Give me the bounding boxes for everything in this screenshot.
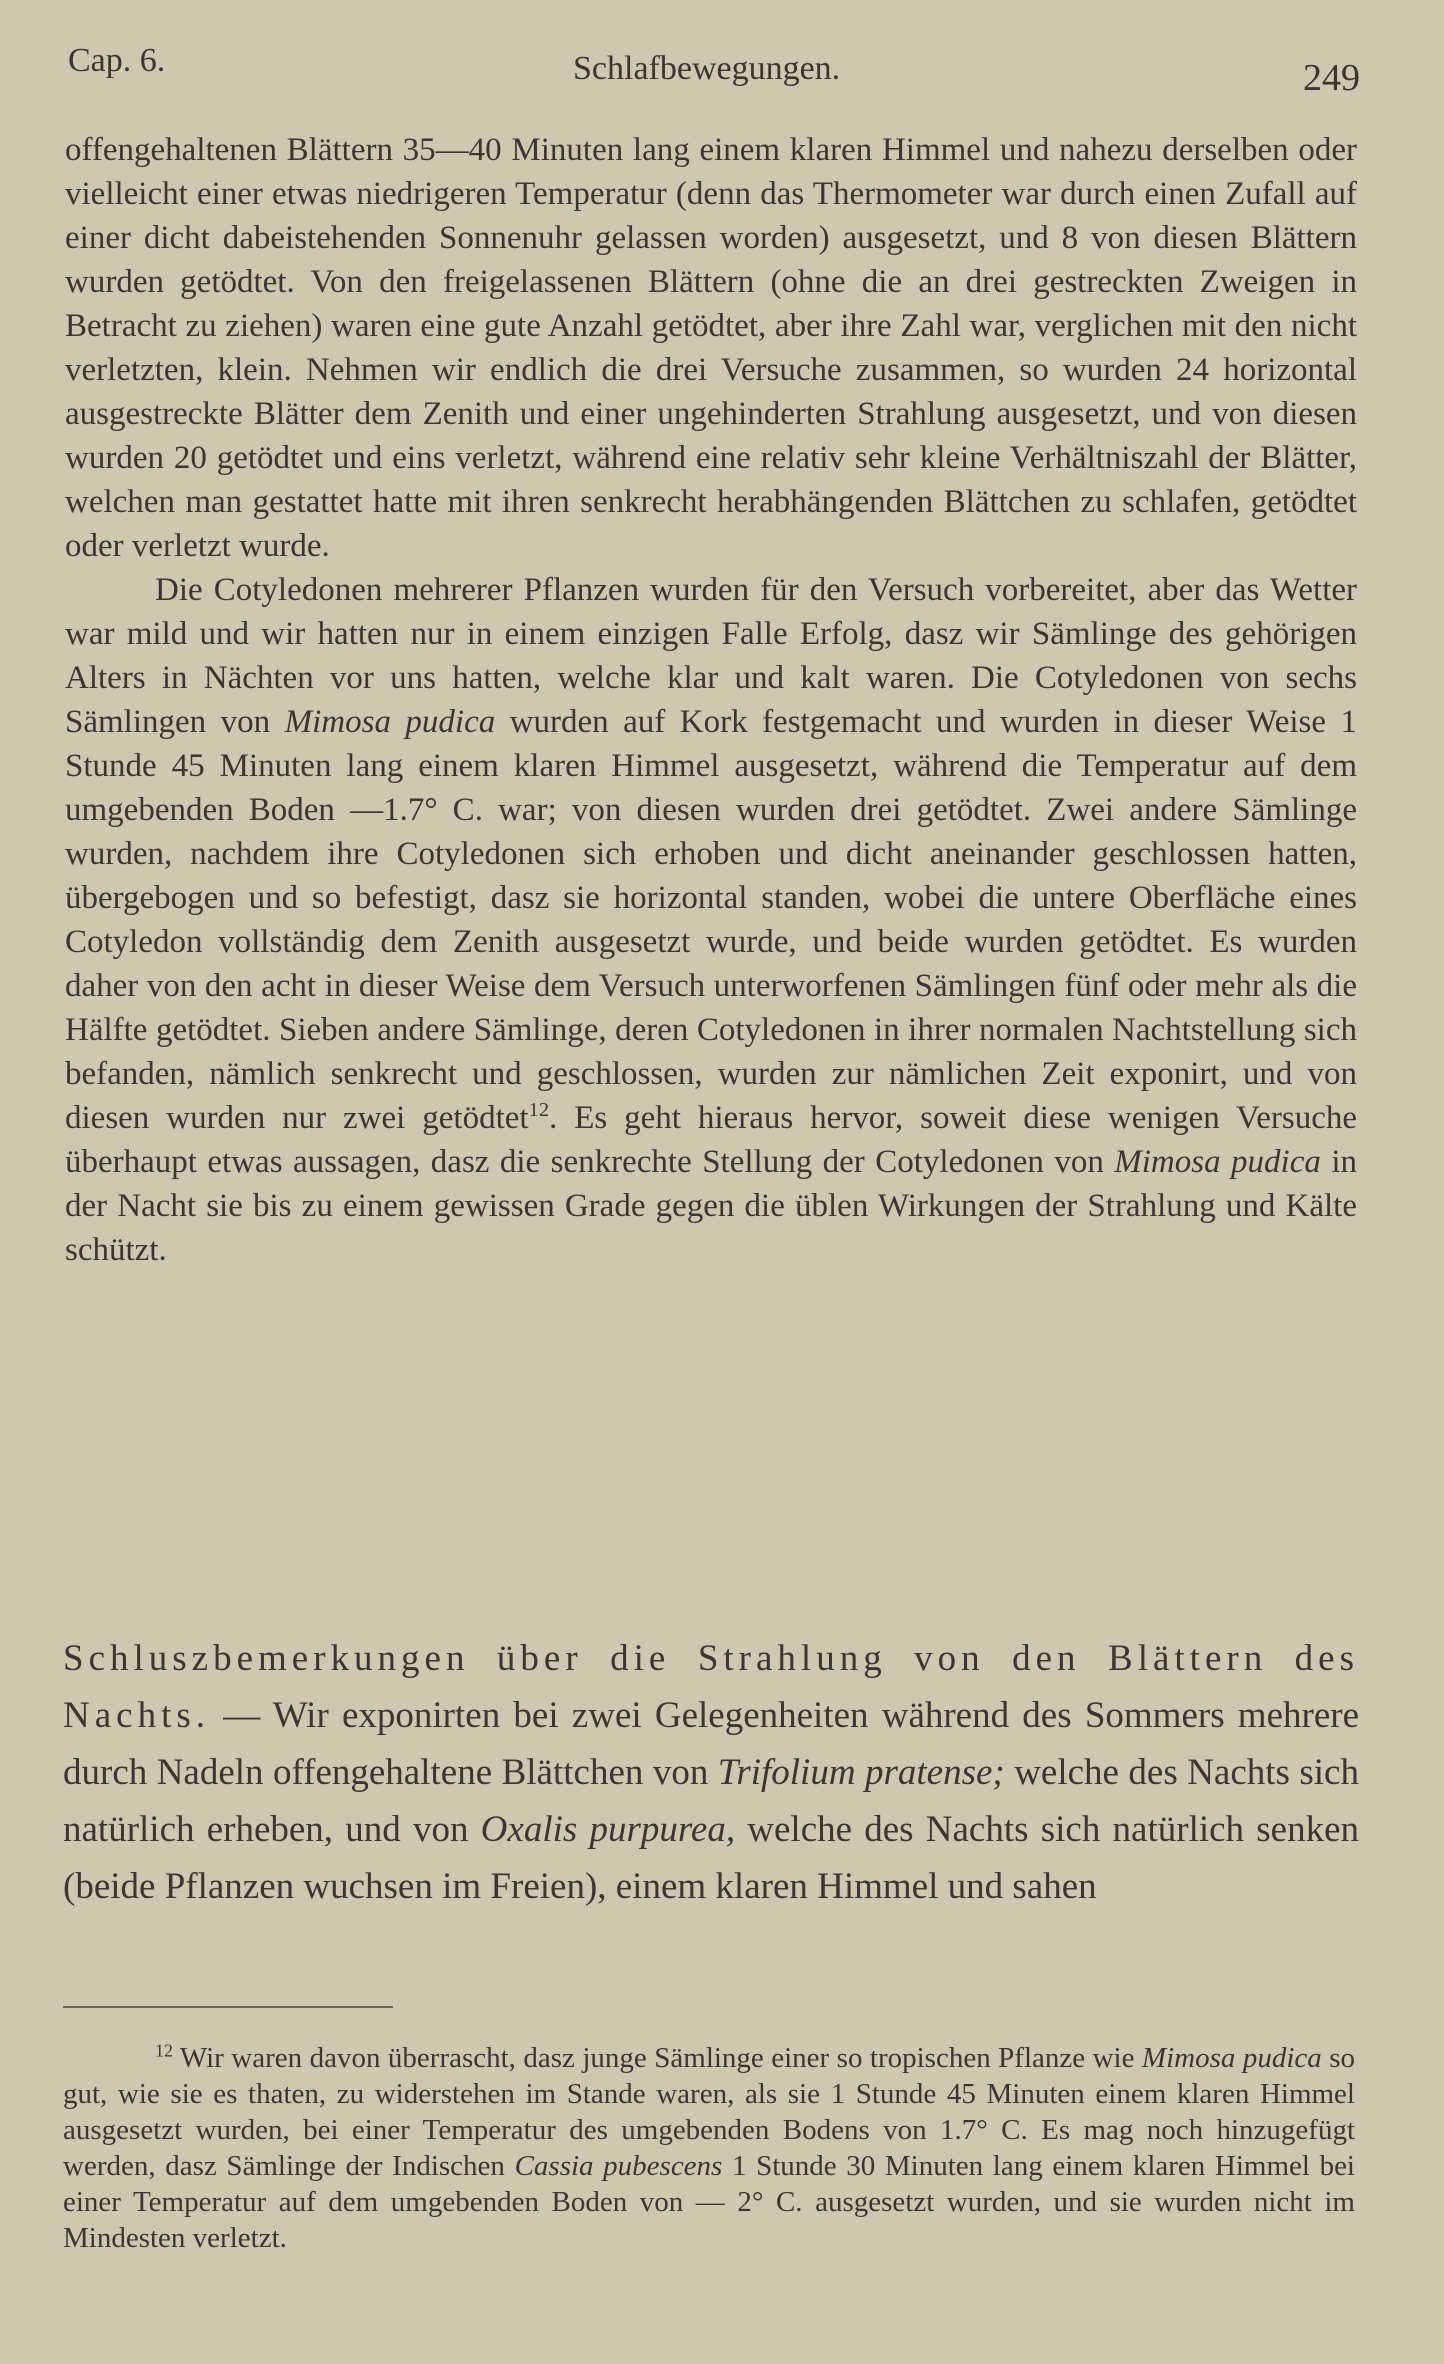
running-title: Schlafbewegungen. [573, 50, 841, 87]
paragraph-cotyledons [65, 568, 1357, 1272]
species-name: Mimosa pudica [1141, 2042, 1322, 2074]
p2-text-2: wurden auf Kork festgemacht und wurden in dieser Weise 1 Stunde 45 Minuten lang einem klaren Himmel ausgesetzt, während die Temperatur auf dem umgebenden Boden —1.7° C. war; von diesen wurden drei getödtet. Zwei andere Sämlinge wurden, nachdem ihre Cotyledonen sich erhoben und dicht aneinander geschlossen hatten, übergebogen und so befestigt, dasz sie horizontal standen, wobei die untere Oberfläche eines Cotyledon vollständig dem Zenith ausgesetzt wurde, und beide wurden getödtet. Es wurden daher von den acht in dieser Weise dem Versuch unterworfenen Sämlingen fünf oder mehr als die Hälfte getödtet. Sieben andere Sämlinge, deren Cotyledonen in ihrer normalen Nachtstellung sich befanden, nämlich senkrecht und geschlossen, wurden zur nämlichen Zeit exponirt, und von diesen wurden nur zwei getödtet [65, 704, 1357, 1136]
footnote-text [63, 2040, 1355, 2256]
footnote-text-2: so gut, wie sie es thaten, zu widerstehen im Stande waren, als sie 1 Stunde 45 Minuten einem klaren Himmel ausgesetzt wurden, bei einer Temperatur des umgebenden Bodens von 1.7° C. Es mag noch hinzugefügt werden, dasz Sämlinge der Indischen [63, 2042, 1355, 2182]
p2-text-3: . Es geht hieraus hervor, soweit diese wenigen Versuche überhaupt etwas aussagen, dasz die senkrechte Stellung der Cotyledonen von [65, 1100, 1357, 1180]
page-number: 249 [1303, 57, 1360, 99]
footnote-text-3: 1 Stunde 30 Minuten lang einem klaren Himmel bei einer Temperatur auf dem umgebenden Boden von — 2° C. ausgesetzt wurden, und sie wurden nicht im Mindesten verletzt. [63, 2150, 1355, 2254]
species-name: Cassia pubescens [514, 2150, 723, 2182]
p2-text-4: in der Nacht sie bis zu einem gewissen Grade gegen die üblen Wirkungen der Strahlung und Kälte schützt. [65, 1144, 1357, 1268]
section-text-3: welche des Nachts sich natürlich senken (beide Pflanzen wuchsen im Freien), einem klaren Himmel und sahen [63, 1809, 1359, 1907]
footnote-number: 12 [155, 2040, 173, 2061]
p2-text-1: Die Cotyledonen mehrerer Pflanzen wurden für den Versuch vorbereitet, aber das Wetter war mild und wir hatten nur in einem einzigen Falle Erfolg, dasz wir Sämlinge des gehörigen Alters in Nächten vor uns hatten, welche klar und kalt waren. Die Cotyledonen von sechs Sämlingen von [65, 572, 1357, 740]
species-name: Oxalis purpurea, [480, 1809, 736, 1850]
footnote-12 [63, 2040, 1355, 2256]
section-text-1: — Wir exponirten bei zwei Gelegenheiten während des Sommers mehrere durch Nadeln offengehaltene Blättchen von [63, 1695, 1359, 1793]
section-concluding-remarks [63, 1630, 1359, 1915]
species-name: Mimosa pudica [284, 704, 496, 740]
footnote-divider [63, 2006, 393, 2008]
section-heading: Schluszbemerkungen über die Strahlung von den Blättern des Nachts. [63, 1638, 1359, 1736]
running-header [68, 36, 1360, 106]
main-text [65, 128, 1357, 1272]
footnote-text-1: Wir waren davon überrascht, dasz junge Sämlinge einer so tropischen Pflanze wie [172, 2042, 1142, 2074]
footnote-reference[interactable]: 12 [528, 1099, 550, 1121]
paragraph-1-text: offengehaltenen Blättern 35—40 Minuten lang einem klaren Himmel und nahezu derselben oder vielleicht einer etwas niedrigeren Temperatur (denn das Thermometer war durch einen Zufall auf einer dicht dabeistehenden Sonnenuhr gelassen worden) ausgesetzt, und 8 von diesen Blättern wurden getödtet. Von den freigelassenen Blättern (ohne die an drei gestreckten Zweigen in Betracht zu ziehen) waren eine gute Anzahl getödtet, aber ihre Zahl war, verglichen mit den nicht verletzten, klein. Nehmen wir endlich die drei Versuche zusammen, so wurden 24 horizontal ausgestreckte Blätter dem Zenith und einer ungehinderten Strahlung ausgesetzt, und von diesen wurden 20 getödtet und eins verletzt, während eine relativ sehr kleine Verhältniszahl der Blätter, welchen man gestattet hatte mit ihren senkrecht herabhängenden Blättchen zu schlafen, getödtet oder verletzt wurde. [65, 132, 1357, 564]
species-name: Trifolium pratense; [717, 1752, 1005, 1793]
chapter-label: Cap. 6. [68, 42, 166, 79]
paragraph-continued [65, 128, 1357, 568]
species-name: Mimosa pudica [1114, 1144, 1321, 1180]
section-text-2: welche des Nachts sich natürlich erheben, und von [63, 1752, 1359, 1850]
